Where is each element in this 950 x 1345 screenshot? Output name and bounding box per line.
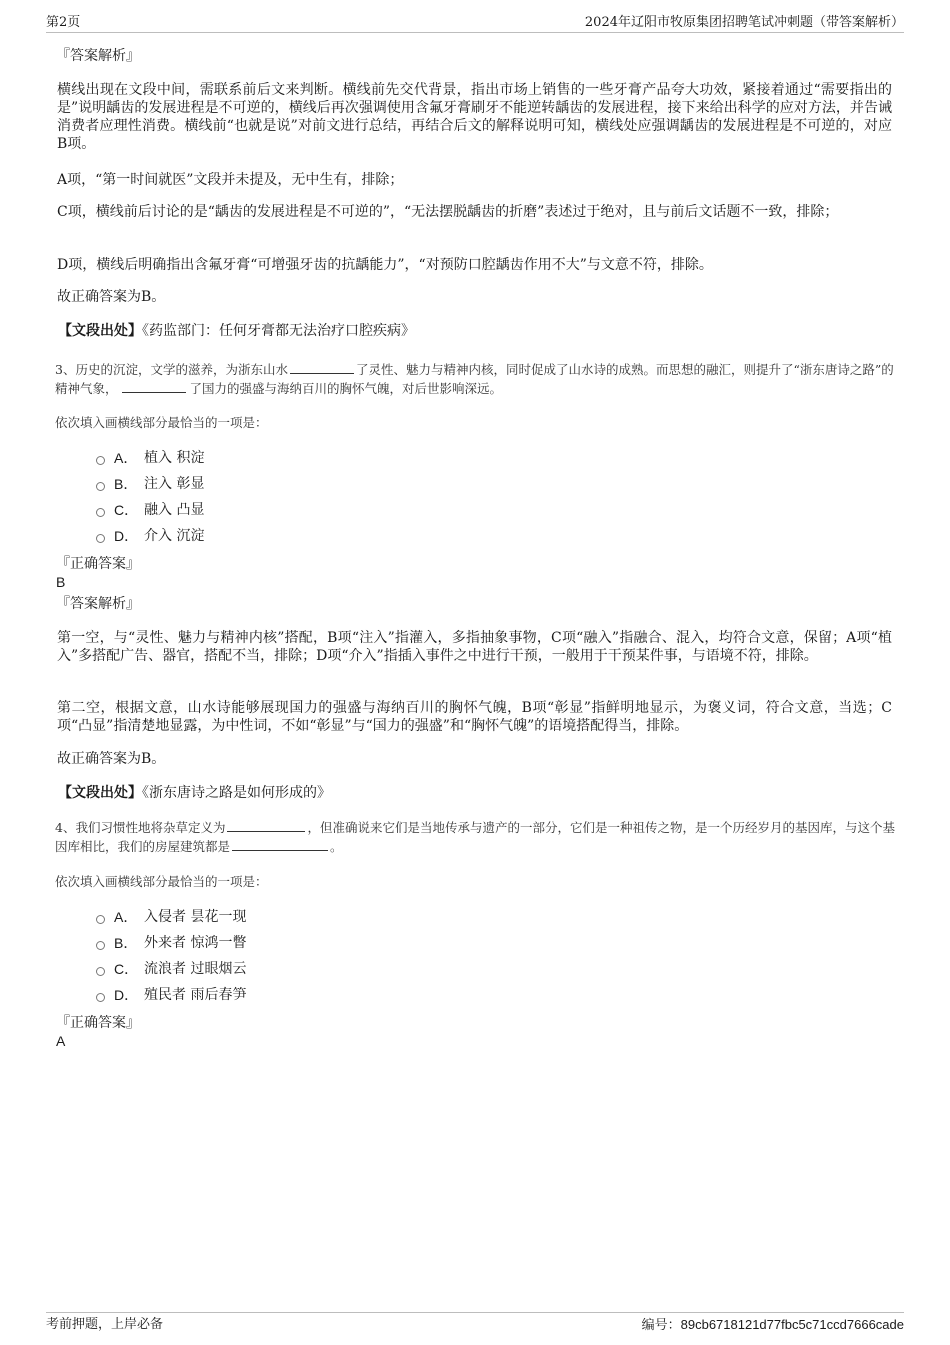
- q4-option-c[interactable]: [96, 960, 246, 978]
- option-letter: A．: [114, 450, 138, 466]
- q4-option-d[interactable]: [96, 986, 246, 1004]
- q3-source-title: 《浙东唐诗之路是如何形成的》: [142, 785, 331, 801]
- radio-icon[interactable]: [96, 915, 105, 924]
- q3-option-b[interactable]: [96, 475, 204, 493]
- q3-stem-part-2: 了灵性、魅力与精神内核，同时促成了山水诗的成熟。而思想的融汇，则提升了“浙东唐诗之路”的精神气象，: [55, 362, 894, 396]
- page-number: 第2页: [46, 15, 81, 30]
- q3-option-d[interactable]: [96, 527, 204, 545]
- q2-analysis-label: 『答案解析』: [56, 48, 140, 64]
- option-letter: D．: [114, 528, 139, 544]
- q3-answer: B: [56, 574, 66, 590]
- q4-stem-part-1: 4、我们习惯性地将杂草定义为: [55, 820, 226, 835]
- radio-icon[interactable]: [96, 993, 105, 1002]
- radio-icon[interactable]: [96, 482, 105, 491]
- option-letter: C．: [114, 502, 139, 518]
- option-letter: B．: [114, 935, 138, 951]
- option-letter: C．: [114, 961, 139, 977]
- option-text: 介入 沉淀: [144, 528, 205, 544]
- option-text: 殖民者 雨后春笋: [144, 987, 247, 1003]
- option-text: 注入 彰显: [144, 476, 205, 492]
- q3-analysis-label: 『答案解析』: [56, 596, 140, 612]
- q4-answer: A: [56, 1033, 66, 1049]
- q4-stem-part-3: 。: [330, 839, 343, 854]
- radio-icon[interactable]: [96, 508, 105, 517]
- document-title: 2024年辽阳市牧原集团招聘笔试冲刺题（带答案解析）: [584, 15, 904, 30]
- q3-blank-2: [122, 380, 186, 393]
- q3-option-c[interactable]: [96, 501, 204, 519]
- page-header: [46, 10, 904, 33]
- q4-option-a[interactable]: [96, 908, 246, 926]
- q3-analysis-paragraph-1: 第一空，与“灵性、魅力与精神内核”搭配，B项“注入”指灌入，多指抽象事物，C项“融入”指融合、混入，均符合文意，保留；A项“植入”多搭配广告、器官，搭配不当，排除；D项“介入”指插入事件之中进行干预，一般用于干预某件事，与语境不符，排除。: [57, 630, 892, 664]
- q2-source-label: 【文段出处】: [58, 323, 142, 339]
- q3-stem-part-1: 3、历史的沉淀，文学的滋养，为浙东山水: [55, 362, 288, 377]
- q4-stem: [55, 818, 895, 856]
- footer-slogan: 考前押题，上岸必备: [46, 1317, 164, 1332]
- code-label: 编号：: [641, 1318, 681, 1333]
- q2-source-title: 《药监部门：任何牙膏都无法治疗口腔疾病》: [142, 323, 415, 339]
- q3-stem: [55, 360, 895, 398]
- q4-blank-1: [227, 819, 305, 832]
- q4-answer-label: 『正确答案』: [56, 1015, 140, 1031]
- q4-prompt: 依次填入画横线部分最恰当的一项是：: [55, 874, 268, 889]
- q3-conclusion: 故正确答案为B。: [57, 751, 166, 767]
- q2-analysis-paragraph-4: D项，横线后明确指出含氟牙膏“可增强牙齿的抗龋能力”，“对预防口腔龋齿作用不大”与文意不符，排除。: [57, 257, 713, 273]
- option-letter: D．: [114, 987, 139, 1003]
- q2-analysis-paragraph-3: C项，横线前后讨论的是“龋齿的发展进程是不可逆的”，“无法摆脱龋齿的折磨”表述过于绝对，且与前后文话题不一致，排除；: [57, 204, 839, 220]
- option-text: 入侵者 昙花一现: [144, 909, 247, 925]
- q2-conclusion: 故正确答案为B。: [57, 289, 166, 305]
- option-text: 流浪者 过眼烟云: [144, 961, 247, 977]
- option-text: 融入 凸显: [144, 502, 205, 518]
- page-footer: [46, 1312, 904, 1337]
- q3-analysis-paragraph-2: 第二空，根据文意，山水诗能够展现国力的强盛与海纳百川的胸怀气魄，B项“彰显”指鲜明地显示，为褒义词，符合文意，当选；C项“凸显”指清楚地显露，为中性词，不如“彰显”与“国力的强盛”和“胸怀气魄”的语境搭配得当，排除。: [57, 700, 892, 734]
- radio-icon[interactable]: [96, 456, 105, 465]
- q2-source: [58, 322, 415, 340]
- q4-stem-part-2: ，但准确说来它们是当地传承与遗产的一部分，它们是一种祖传之物，是一个历经岁月的基因库，与这个基因库相比，我们的房屋建筑都是: [55, 820, 895, 854]
- q3-source-label: 【文段出处】: [58, 785, 142, 801]
- option-text: 植入 积淀: [144, 450, 205, 466]
- radio-icon[interactable]: [96, 967, 105, 976]
- code-value: 89cb6718121d77fbc5c71ccd7666cade: [680, 1317, 904, 1332]
- option-text: 外来者 惊鸿一瞥: [144, 935, 247, 951]
- q2-analysis-paragraph-1: 横线出现在文段中间，需联系前后文来判断。横线前先交代背景，指出市场上销售的一些牙膏产品夸大功效，紧接着通过“需要指出的是”说明龋齿的发展进程是不可逆的，横线后再次强调使用含氟牙膏刷牙不能逆转龋齿的发展进程，接下来给出科学的应对方法，并告诫消费者应理性消费。横线前“也就是说”对前文进行总结，再结合后文的解释说明可知，横线处应强调龋齿的发展进程是不可逆的，对应B项。: [57, 82, 892, 152]
- q4-option-b[interactable]: [96, 934, 246, 952]
- option-letter: A．: [114, 909, 138, 925]
- radio-icon[interactable]: [96, 534, 105, 543]
- q4-blank-2: [232, 838, 328, 851]
- q3-blank-1: [290, 361, 354, 374]
- option-letter: B．: [114, 476, 138, 492]
- q3-answer-label: 『正确答案』: [56, 556, 140, 572]
- q3-option-a[interactable]: [96, 449, 204, 467]
- radio-icon[interactable]: [96, 941, 105, 950]
- q3-stem-part-3: 了国力的强盛与海纳百川的胸怀气魄，对后世影响深远。: [189, 381, 503, 396]
- q3-source: [58, 784, 331, 802]
- document-code: [642, 1316, 904, 1335]
- q2-analysis-paragraph-2: A项，“第一时间就医”文段并未提及，无中生有，排除；: [57, 172, 404, 188]
- q3-prompt: 依次填入画横线部分最恰当的一项是：: [55, 415, 268, 430]
